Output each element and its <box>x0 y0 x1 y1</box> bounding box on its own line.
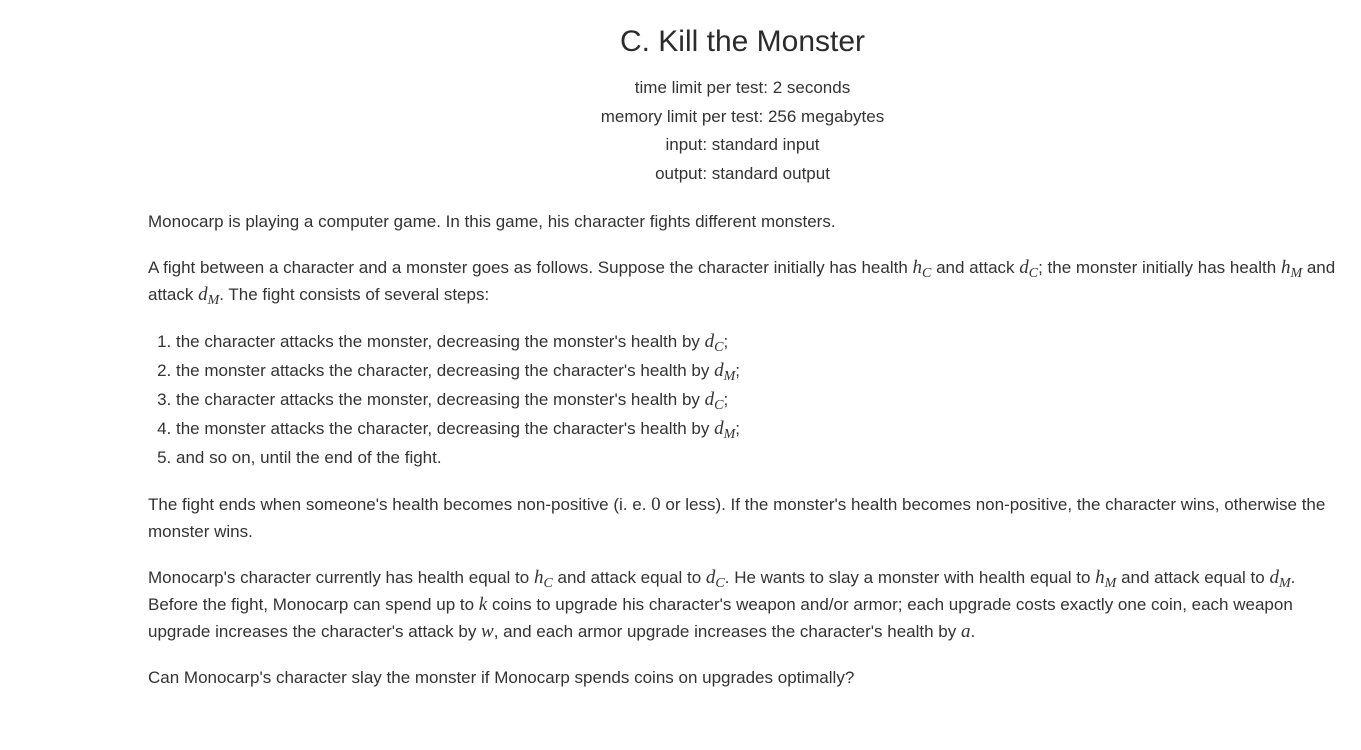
paragraph-upgrades: Monocarp's character currently has health equal to $h_C$ and attack equal to $d_C$. He wants to slay a monster with health equal to $h_M$ and attack equal to $d_M$. Before the fight, Monocarp can spend up to k coins to upgrade his character's weapon and/or armor; each upgrade costs exactly one coin, each weapon upgrade increases the character's attack by w, and each armor upgrade increases the character's health by a. <box>148 567 1296 642</box>
paragraph-fight-end: The fight ends when someone's health becomes non-positive (i. e. 0 or less). If the monster's health becomes non-positive, the character wins, otherwise the monster wins. <box>148 494 1326 541</box>
page-title: C. Kill the Monster <box>619 25 866 58</box>
math-var: 0 <box>651 494 661 515</box>
list-item: 4. the monster attacks the character, decreasing the character's health by $d_M$; <box>176 414 1337 443</box>
memory-limit: memory limit per test: 256 megabytes <box>600 106 885 126</box>
math-var: $d_C$ <box>705 567 725 591</box>
math-var: $d_M$ <box>714 418 736 442</box>
paragraph-question: Can Monocarp's character slay the monster if Monocarp spends coins on upgrades optimally? <box>148 668 855 687</box>
paragraph-fight-setup: A fight between a character and a monster goes as follows. Suppose the character initially has health $h_C$ and attack $d_C$; the monster initially has health $h_M$ and attack $d_M$. The fight consists of several steps: <box>148 257 1336 308</box>
math-var: $d_M$ <box>714 360 736 384</box>
math-var: $d_C$ <box>704 389 724 413</box>
input-spec: input: standard input <box>665 135 820 154</box>
math-var: $d_C$ <box>1019 257 1039 281</box>
math-var: $h_C$ <box>533 567 553 591</box>
list-item: 2. the monster attacks the character, decreasing the character's health by $d_M$; <box>176 356 1337 385</box>
output-spec: output: standard output <box>655 163 830 183</box>
math-var: $h_M$ <box>1280 257 1303 281</box>
fight-steps-list <box>148 327 1337 472</box>
problem-meta <box>148 74 1337 188</box>
paragraph-intro: Monocarp is playing a computer game. In this game, his character fights different monsters. <box>148 212 836 231</box>
math-var: $h_M$ <box>1095 567 1117 591</box>
math-var: $d_M$ <box>1269 567 1291 591</box>
list-item: 5. and so on, until the end of the fight. <box>176 443 1337 472</box>
math-var: k <box>478 594 488 615</box>
math-var: $d_M$ <box>198 284 220 308</box>
math-var: a <box>960 621 971 642</box>
time-limit: time limit per test: 2 seconds <box>634 78 851 97</box>
list-item: 3. the character attacks the monster, decreasing the monster's health by $d_C$; <box>176 385 1337 414</box>
math-var: $h_C$ <box>912 257 932 281</box>
math-var: $d_C$ <box>704 331 724 355</box>
list-item: 1. the character attacks the monster, decreasing the monster's health by $d_C$; <box>176 327 1337 356</box>
math-var: w <box>481 621 494 642</box>
